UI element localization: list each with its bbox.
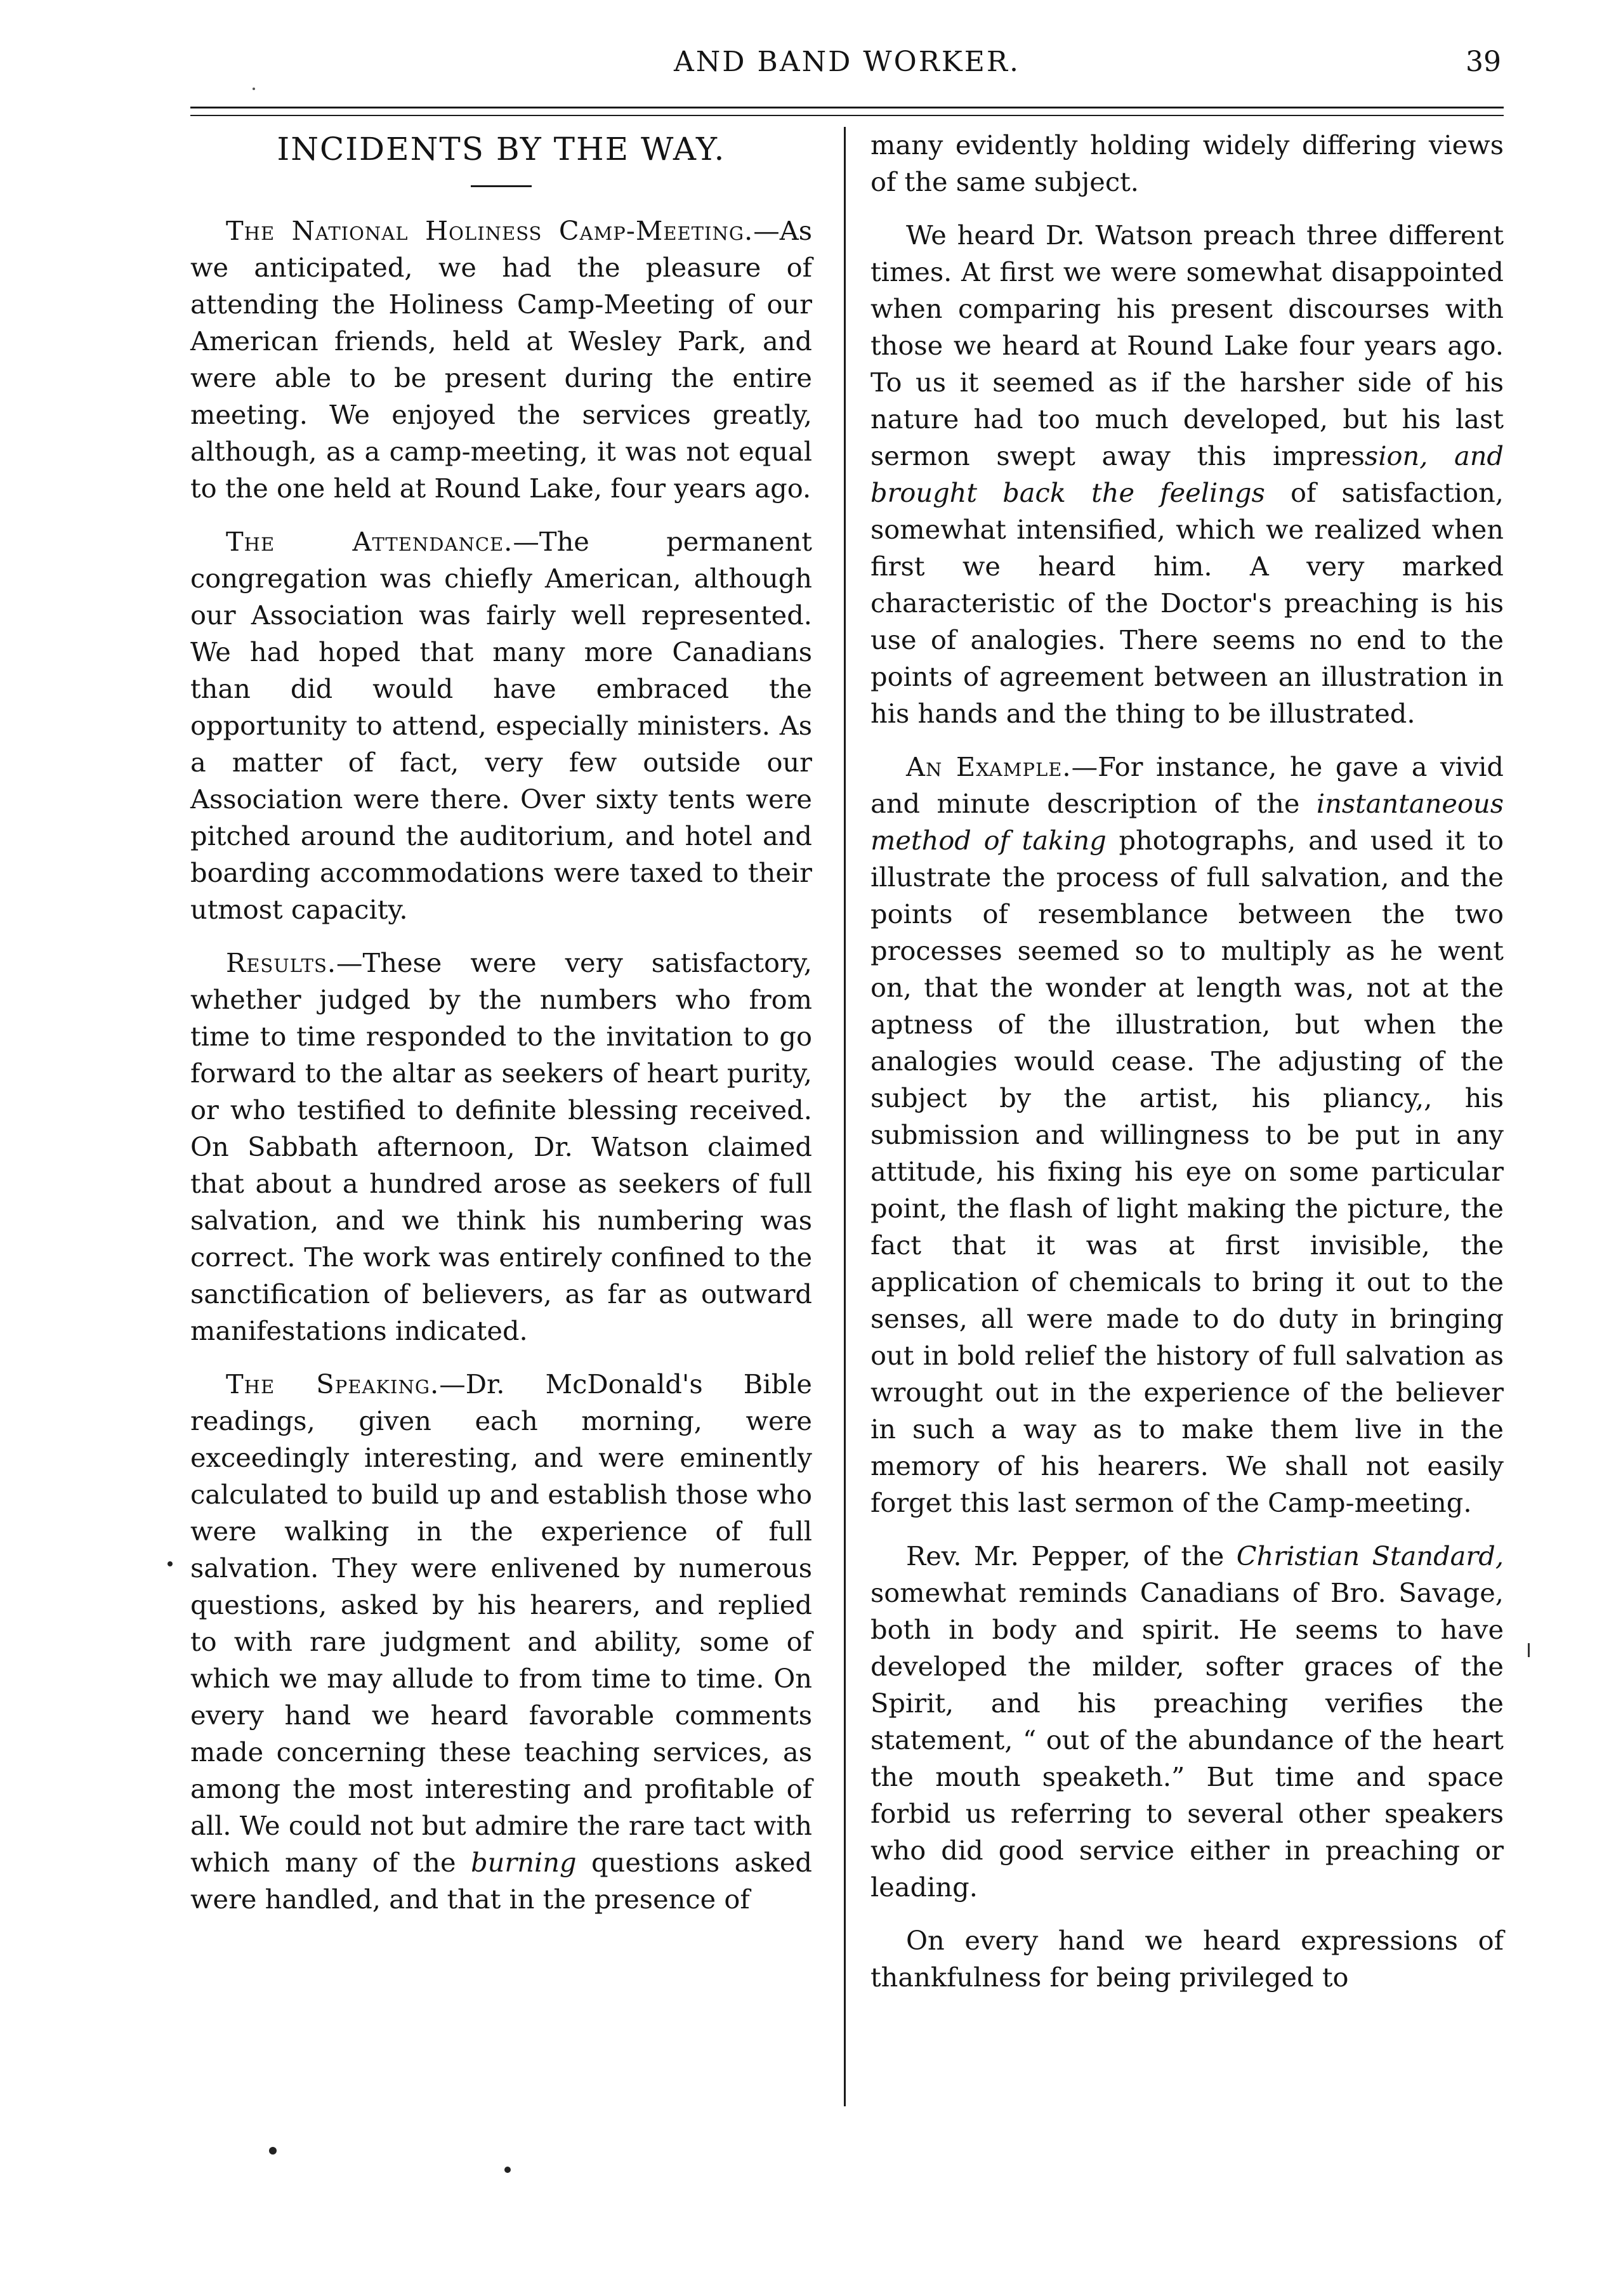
article-columns [190, 127, 1504, 2170]
paragraph-thankfulness: On every hand we heard expressions of thankfulness for being privileged to [870, 1925, 1504, 1993]
paragraph-text: —Dr. McDonald's Bible readings, given each morning, were exceedingly interesting, and were eminently calculated to build up and establish those who were walking in the experience of full salvation. They were enlivened by numerous questions, asked by his hearers, and replied to with rare judgment and ability, some of which we may allude to from time to time. On every hand we heard favorable comments made concerning these teaching services, as among the most interesting and profitable of all. We could not but admire the rare tact with which many of the [190, 1368, 812, 1878]
ink-speck [1528, 1643, 1530, 1657]
paragraph-continuation: many evidently holding widely differing views of the same subject. [870, 129, 1504, 197]
paragraph-text: Rev. Mr. Pepper, of the [906, 1540, 1237, 1571]
runin-heading: The National Holiness Camp-Meeting. [226, 215, 754, 246]
paragraph-example [870, 749, 1504, 1521]
paragraph-pepper [870, 1538, 1504, 1906]
paragraph-attendance [190, 523, 812, 928]
paragraph-speaking [190, 1366, 812, 1918]
paragraph-text: questions asked were handled, and that in the presence of [190, 1847, 812, 1915]
paragraph-text: of satisfaction, somewhat intensified, which we realized when first we heard him. A very marked characteristic of the Doctor's preaching is his use of analogies. There seems no end to the points of agreement between an illustration in his hands and the thing to be illustrated. [870, 477, 1504, 729]
paragraph-text: photographs, and used it to illustrate the process of full salvation, and the points of resemblance between the two processes seemed so to multiply as he went on, that the wonder at length was, not at the aptness of the illustration, but when the analogies would cease. The adjusting of the subject by the artist, his pliancy,, his submission and willingness to be put in any attitude, his fixing his eye on some particular point, the flash of light making the picture, the fact that it was at first invisible, the application of chemicals to bring it out to the senses, all were made to do duty in bringing out in bold relief the history of full salvation as wrought out in the experience of the believer in such a way as to make them live in the memory of his hearers. We shall not easily forget this last sermon of the Camp-meeting. [870, 825, 1504, 1518]
article-title: INCIDENTS BY THE WAY. [277, 131, 726, 167]
paragraph-text: somewhat reminds Canadians of Bro. Savage, both in body and spirit. He seems to have developed the milder, softer graces of the Spirit, and his preaching verifies the statement, “ out of the abundance of the heart the mouth speaketh.” But time and space forbid us referring to several other speakers who did good service either in preaching or leading. [870, 1577, 1504, 1903]
running-head [190, 38, 1504, 98]
ink-speck [168, 1561, 173, 1566]
runin-heading: Results. [226, 947, 337, 978]
runin-heading: The Attendance. [226, 526, 513, 557]
page-number: 39 [1466, 46, 1501, 78]
paragraph-text: —These were very satisfactory, whether judged by the numbers who from time to time responded to the invitation to go forward to the altar as seekers of heart purity, or who testified to definite blessing received. On Sabbath afternoon, Dr. Watson claimed that about a hundred arose as seekers of full salvation, and we think his numbering was correct. The work was entirely confined to the sanctification of believers, as far as outward manifestations indicated. [190, 947, 812, 1346]
runin-heading: The Speaking. [226, 1368, 440, 1400]
column-divider [844, 127, 846, 2106]
paragraph-text: —The permanent congregation was chiefly American, although our Association was fairly well represented. We had hoped that many more Canadians than did would have embraced the opportunity to attend, especially ministers. As a matter of fact, very few outside our Association were there. Over sixty tents were pitched around the auditorium, and hotel and boarding accommodations were taxed to their utmost capacity. [190, 526, 812, 925]
title-rule [471, 185, 532, 187]
paragraph-watson [870, 217, 1504, 732]
paragraph-text: —As we anticipated, we had the pleasure of attending the Holiness Camp-Meeting of our American friends, held at Wesley Park, and were able to be present during the entire meeting. We enjoyed the services greatly, although, as a camp-meeting, it was not equal to the one held at Round Lake, four years ago. [190, 215, 812, 504]
paragraph-text: —For instance, he gave a vivid and minute description of the [870, 751, 1504, 819]
left-column [190, 127, 812, 1934]
runin-heading: An Example. [906, 751, 1072, 782]
paragraph-emphasis: instantaneous method of taking [870, 788, 1504, 856]
paragraph-text: We heard Dr. Watson preach three different times. At first we were somewhat disappointed when comparing his present discourses with those we heard at Round Lake four years ago. To us it seemed as if the harsher side of his nature had too much developed, but his last sermon swept away this impres [870, 220, 1504, 471]
paragraph-emphasis: burning [471, 1847, 577, 1878]
running-title: AND BAND WORKER. [674, 46, 1020, 78]
right-column [870, 127, 1504, 2012]
paragraph-camp-meeting [190, 213, 812, 507]
paragraph-results [190, 945, 812, 1349]
paragraph-emphasis: sion, and brought back the feelings [870, 440, 1504, 508]
paragraph-emphasis: Christian Standard, [1236, 1540, 1504, 1571]
header-double-rule [190, 107, 1504, 116]
magazine-page [190, 38, 1504, 2221]
